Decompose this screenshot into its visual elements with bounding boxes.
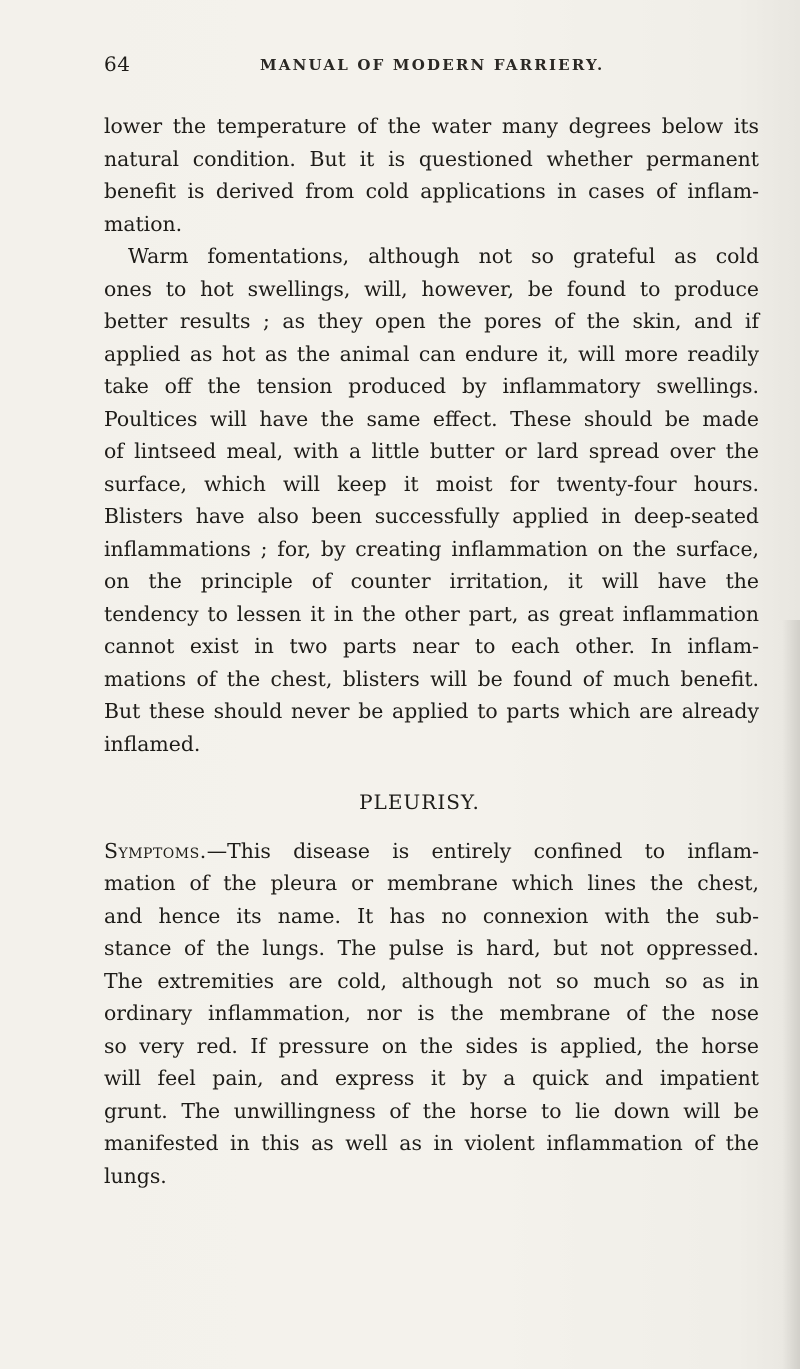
body-text [104,110,759,1192]
text-line: on the principle of counter irritation, it will have the [104,569,759,593]
text-line: benefit is derived from cold applications in cases of inflam- [104,179,759,203]
text-line: natural condition. But it is questioned whether permanent [104,146,759,171]
text-line: better results ; as they open the pores of the skin, and if [104,309,759,333]
text-line: Warm fomentations, although not so grateful as cold [128,244,759,268]
text-line: will feel pain, and express it by a quick and impatient [104,1066,759,1090]
text-line: so very red. If pressure on the sides is applied, the horse [104,1033,759,1058]
text-line: Poultices will have the same effect. These should be made [104,406,759,431]
lead-dash: — [206,838,228,863]
text-line: Blisters have also been successfully applied in deep-seated [104,504,759,528]
text-line: tendency to lessen it in the other part, as great inflammation [104,601,759,626]
text-line: inflammations ; for, by creating inflammation on the surface, [104,536,759,561]
text-line: lower the temperature of the water many degrees below its [104,114,759,138]
text-line [104,835,759,868]
text-line: of lintseed meal, with a little butter or lard spread over the [104,439,759,463]
section-heading: PLEURISY. [359,790,480,814]
text-line: mation. [104,211,183,236]
text-line: surface, which will keep it moist for twenty-four hours. [104,471,759,496]
running-head [104,52,746,86]
text-line: But these should never be applied to parts which are already [104,699,759,723]
text-line: and hence its name. It has no connexion with the sub- [104,903,759,928]
running-title: MANUAL OF MODERN FARRIERY. [260,56,605,74]
text-line: The extremities are cold, although not so much so as in [104,968,759,993]
text-line: cannot exist in two parts near to each other. In inflam- [104,634,759,658]
text-line: applied as hot as the animal can endure it, will more readily [104,341,759,366]
text-line: grunt. The unwillingness of the horse to lie down will be [104,1098,759,1123]
text-line: mation of the pleura or membrane which lines the chest, [104,871,759,895]
text-line: lungs. [104,1163,167,1188]
text-line: ones to hot swellings, will, however, be found to produce [104,276,759,301]
lead-text: This disease is entirely confined to inflam- [227,838,759,863]
text-line: stance of the lungs. The pulse is hard, but not oppressed. [104,936,759,960]
page-number: 64 [104,52,131,76]
text-line: inflamed. [104,731,201,756]
lead-label: Symptoms. [104,838,207,863]
text-line: ordinary inflammation, nor is the membrane of the nose [104,1001,759,1025]
page-edge-shadow [782,620,800,1369]
text-line: manifested in this as well as in violent inflammation of the [104,1131,759,1155]
text-line: mations of the chest, blisters will be found of much benefit. [104,666,759,691]
text-line: take off the tension produced by inflammatory swellings. [104,374,759,398]
